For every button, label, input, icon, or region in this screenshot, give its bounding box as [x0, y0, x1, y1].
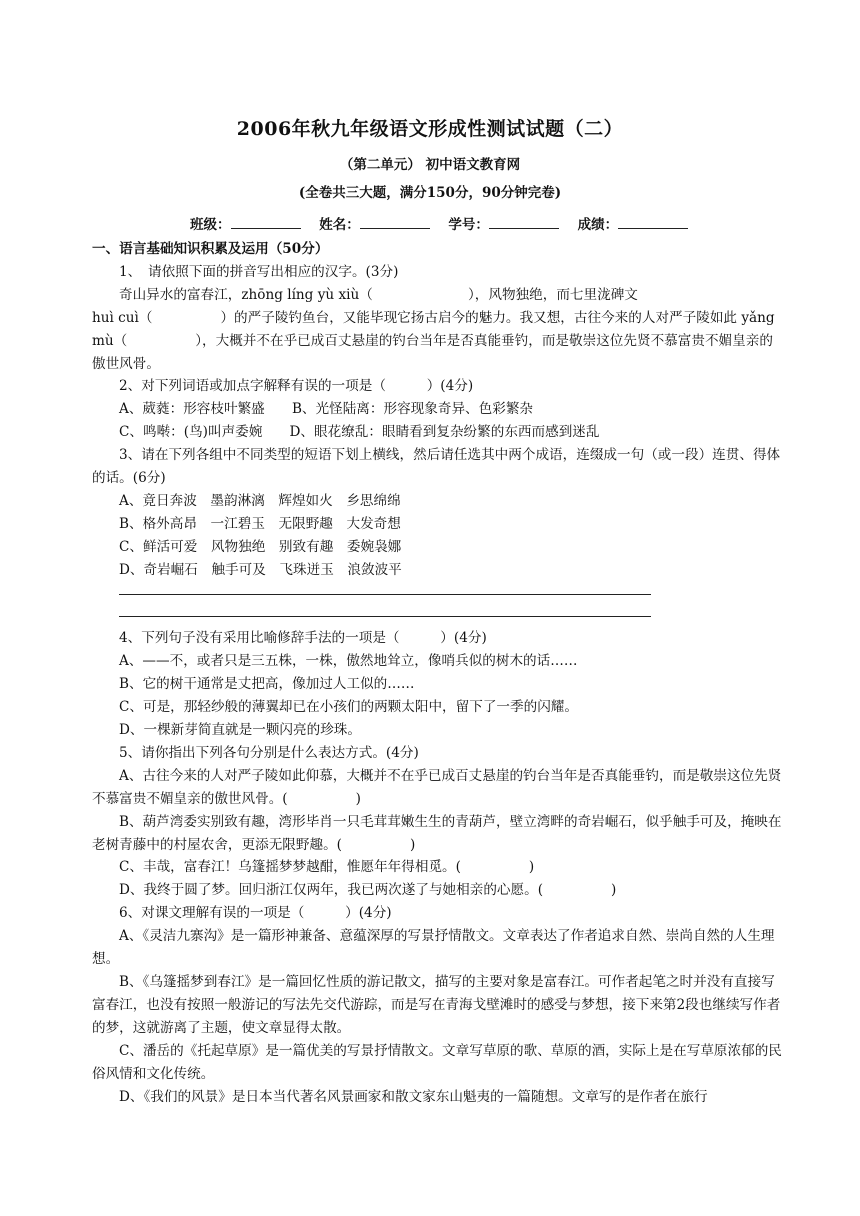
subtitle-unit: （第二单元） 初中语文教育网	[339, 157, 521, 173]
question-3: 3、请在下列各组中不同类型的短语下划上横线，然后请任选其中两个成语，连缀成一句（或一段）连贯、得体的话。(6分)	[92, 447, 781, 487]
question-6-option-d: D、《我们的风景》是日本当代著名风景画家和散文家东山魁夷的一篇随想。文章写的是作者在旅行	[119, 1088, 708, 1105]
question-5-option-a: A、古往今来的人对严子陵如此仰慕，大概并不在乎已成百丈悬崖的钓台当年是否真能垂钓，而是敬崇这位先贤不慕富贵不媚皇亲的傲世风骨。( )	[92, 767, 782, 807]
exam-content	[92, 238, 782, 1108]
section-heading: 一、语言基础知识积累及运用（50分）	[92, 241, 329, 257]
question-6-option-c: C、潘岳的《托起草原》是一篇优美的写景抒情散文。文章写草原的歌、草原的酒，实际上是在写草原浓郁的民俗风情和文化传统。	[92, 1042, 782, 1082]
question-1-text-2: huì cuì（ ）的严子陵钓鱼台，又能毕现它扬古启今的魅力。我又想，古往今来的人对严子陵如此 yǎng mù（ ），大概并不在乎已成百丈悬崖的钓台当年是否真能垂钓，而是敬崇这位先贤不慕富贵不媚皇亲的傲世风骨。	[92, 309, 775, 372]
question-2-options-ab: A、葳蕤：形容枝叶繁盛 B、光怪陆离：形容现象奇异、色彩繁杂	[119, 401, 534, 418]
question-5-option-b: B、葫芦湾委实别致有趣，湾形毕肖一只毛茸茸嫩生生的青葫芦，壁立湾畔的奇岩崛石，似乎触手可及，掩映在老树青藤中的村屋农舍，更添无限野趣。( )	[92, 813, 782, 853]
class-blank[interactable]	[231, 216, 301, 229]
question-6-option-b: B、《乌篷摇梦到春江》是一篇回忆性质的游记散文，描写的主要对象是富春江。可作者起笔之时并没有直接写富春江，也没有按照一般游记的写法先交代游踪，而是写在青海戈壁滩时的感受与梦想，接下来第2段也继续写作者的梦，这就游离了主题，使文章显得太散。	[92, 973, 781, 1036]
question-2-options-cd: C、鸣啭：(鸟)叫声委婉 D、眼花缭乱：眼睛看到复杂纷繁的东西而感到迷乱	[119, 424, 600, 441]
page-title: 2006年秋九年级语文形成性测试试题（二）	[236, 118, 624, 140]
question-5-option-d: D、我终于圆了梦。回归浙江仅两年，我已两次遂了与她相亲的心愿。( )	[119, 882, 617, 899]
answer-line-2[interactable]	[92, 604, 782, 627]
student-info-row	[190, 213, 702, 233]
score-blank[interactable]	[618, 216, 688, 229]
question-6-option-a: A、《灵洁九寨沟》是一篇形神兼备、意蕴深厚的写景抒情散文。文章表达了作者追求自然、崇尚自然的人生理想。	[92, 928, 775, 968]
question-2: 2、对下列词语或加点字解释有误的一项是（ ）(4分)	[119, 378, 474, 395]
number-blank[interactable]	[489, 216, 559, 229]
question-4-option-c: C、可是，那轻纱般的薄翼却已在小孩们的两颗太阳中，留下了一季的闪耀。	[119, 699, 578, 716]
subtitle-exam-info: (全卷共三大题，满分150分，90分钟完卷)	[298, 185, 562, 201]
question-5-option-c: C、丰哉，富春江！乌篷摇梦梦越酣，惟愿年年得相觅。( )	[119, 859, 535, 876]
question-3-option-d: D、奇岩崛石 触手可及 飞珠迸玉 浪敛波平	[119, 561, 402, 578]
question-4-option-b: B、它的树干通常是丈把高，像加过人工似的……	[119, 676, 415, 693]
question-4: 4、下列句子没有采用比喻修辞手法的一项是（ ）(4分)	[119, 630, 487, 647]
name-label: 姓名：	[319, 217, 360, 233]
score-label: 成绩：	[577, 217, 619, 233]
question-3-option-c: C、鲜活可爱 风物独绝 别致有趣 委婉袅娜	[119, 538, 402, 555]
question-3-option-b: B、格外高昂 一江碧玉 无限野趣 大发奇想	[119, 515, 401, 532]
question-4-option-d: D、一棵新芽简直就是一颗闪亮的珍珠。	[119, 722, 361, 738]
question-4-option-a: A、——不，或者只是三五株，一株，傲然地耸立，像哨兵似的树木的话……	[119, 653, 578, 670]
question-1: 1、 请依照下面的拼音写出相应的汉字。(3分)	[119, 263, 399, 280]
number-label: 学号：	[448, 217, 489, 233]
class-label: 班级：	[190, 217, 231, 233]
question-1-text-1: 奇山异水的富春江，zhōng líng yù xiù（ ），风物独绝，而七里泷碑文	[119, 286, 638, 303]
question-3-option-a: A、竟日奔波 墨韵淋漓 辉煌如火 乡思绵绵	[119, 492, 401, 509]
name-blank[interactable]	[360, 216, 430, 229]
answer-line-1[interactable]	[92, 582, 782, 605]
question-5: 5、请你指出下列各句分别是什么表达方式。(4分)	[119, 744, 419, 761]
question-6: 6、对课文理解有误的一项是（ ）(4分)	[119, 905, 392, 922]
